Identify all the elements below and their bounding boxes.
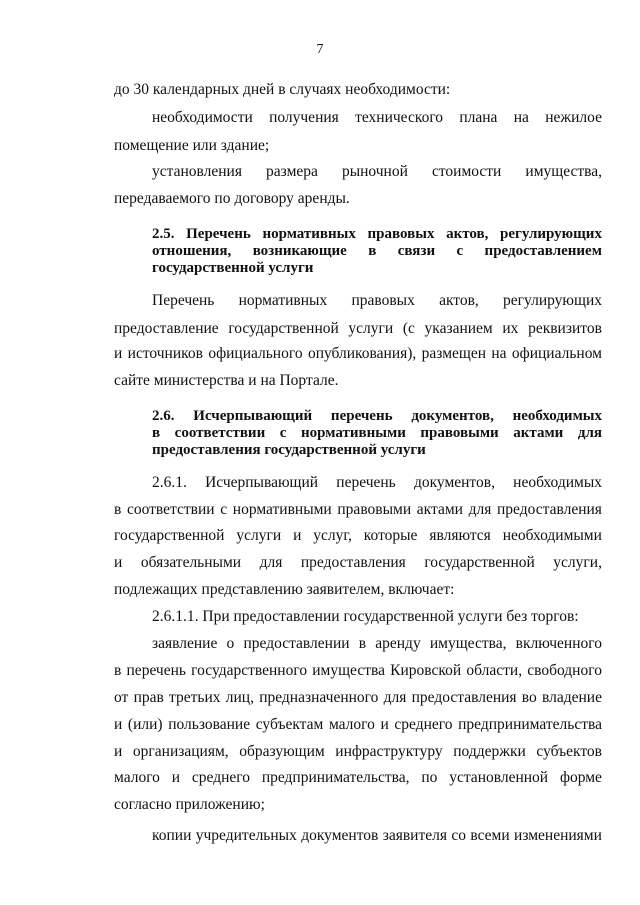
page-number: 7 bbox=[316, 42, 324, 57]
text-line: копии учредительных документов заявителя со всеми изменениями bbox=[152, 827, 602, 844]
heading-line: в соответствии с нормативными правовыми актами для bbox=[152, 425, 602, 441]
text-line: Перечень нормативных правовых актов, регулирующих bbox=[152, 292, 602, 309]
text-line: и источников официального опубликования), размещен на официальном bbox=[114, 345, 602, 362]
text-line: согласно приложению; bbox=[114, 796, 265, 813]
heading-line: предоставления государственной услуги bbox=[152, 442, 426, 458]
text-line: государственной услуги и услуг, которые являются необходимыми bbox=[114, 527, 602, 544]
heading-line: государственной услуги bbox=[152, 260, 314, 276]
text-line: заявление о предоставлении в аренду имущества, включенного bbox=[152, 635, 602, 652]
text-line: сайте министерства и на Портале. bbox=[114, 372, 339, 389]
text-line: передаваемого по договору аренды. bbox=[114, 190, 350, 207]
text-line: в перечень государственного имущества Кировской области, свободного bbox=[114, 662, 602, 679]
text-line: предоставление государственной услуги (с указанием их реквизитов bbox=[114, 320, 602, 337]
text-line: от прав третьих лиц, предназначенного для предоставления во владение bbox=[114, 689, 602, 706]
text-line: малого и среднего предпринимательства, по установленной форме bbox=[114, 769, 602, 786]
heading-line: 2.6. Исчерпывающий перечень документов, необходимых bbox=[152, 408, 602, 424]
text-line: и (или) пользование субъектам малого и среднего предпринимательства bbox=[114, 716, 602, 733]
text-line: подлежащих представлению заявителем, включает: bbox=[114, 581, 455, 598]
text-line: 2.6.1. Исчерпывающий перечень документов, необходимых bbox=[152, 474, 602, 491]
text-line: установления размера рыночной стоимости имущества, bbox=[152, 163, 602, 180]
heading-line: отношения, возникающие в связи с предоставлением bbox=[152, 243, 602, 259]
text-line: и обязательными для предоставления государственной услуги, bbox=[114, 554, 602, 571]
text-line: 2.6.1.1. При предоставлении государственной услуги без торгов: bbox=[152, 608, 579, 625]
text-line: до 30 календарных дней в случаях необходимости: bbox=[114, 81, 451, 98]
text-line: в соответствии с нормативными правовыми актами для предоставления bbox=[114, 501, 602, 518]
text-line: необходимости получения технического плана на нежилое bbox=[152, 109, 602, 126]
heading-line: 2.5. Перечень нормативных правовых актов, регулирующих bbox=[152, 226, 602, 242]
text-line: помещение или здание; bbox=[114, 137, 270, 154]
text-line: и организациям, образующим инфраструктуру поддержки субъектов bbox=[114, 743, 602, 760]
